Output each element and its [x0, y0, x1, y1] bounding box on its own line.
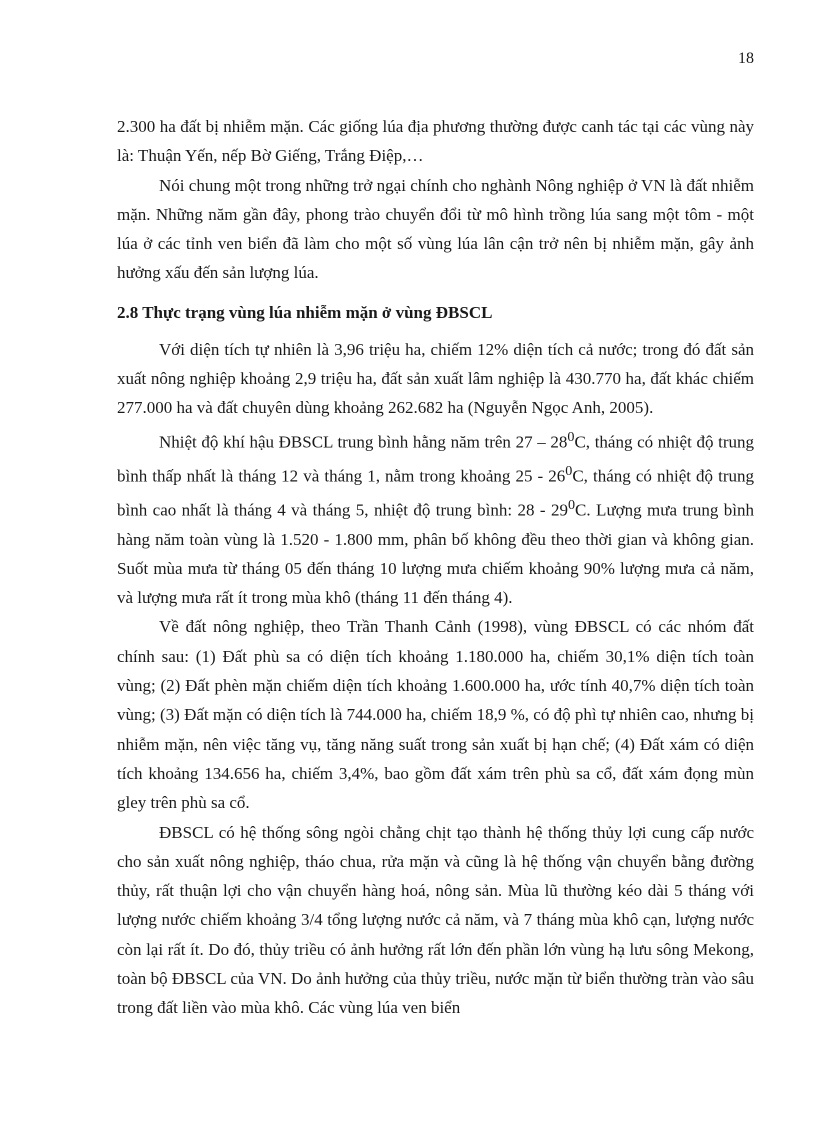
climate-text-4: C. Lượng mưa trung bình hàng năm toàn vùng là 1.520 - 1.800 mm, phân bố không đều theo thời gian và không gian. Suốt mùa mưa từ tháng 05 đến tháng 10 lượng mưa chiếm khoảng 90% lượng mưa cả năm, và lượng mưa rất ít trong mùa khô (tháng 11 đến tháng 4).: [117, 500, 754, 608]
paragraph-river-system: ĐBSCL có hệ thống sông ngòi chằng chịt tạo thành hệ thống thủy lợi cung cấp nước cho sản xuất nông nghiệp, tháo chua, rửa mặn và cũng là hệ thống vận chuyển bằng đường thủy, rất thuận lợi cho vận chuyển hàng hoá, nông sản. Mùa lũ thường kéo dài 5 tháng với lượng nước chiếm khoảng 3/4 tổng lượng nước cả năm, và 7 tháng mùa khô cạn, lượng nước còn lại rất ít. Do đó, thủy triều có ảnh hưởng rất lớn đến phần lớn vùng hạ lưu sông Mekong, toàn bộ ĐBSCL của VN. Do ảnh hưởng của thủy triều, nước mặn từ biển thường tràn vào sâu trong đất liền vào mùa khô. Các vùng lúa ven biển: [117, 822, 754, 1018]
paragraph-soil-groups: Về đất nông nghiệp, theo Trần Thanh Cảnh (1998), vùng ĐBSCL có các nhóm đất chính sau: (1) Đất phù sa có diện tích khoảng 1.180.000 ha, chiếm 30,1% diện tích toàn vùng; (2) Đất phèn mặn chiếm diện tích khoảng 1.600.000 ha, ước tính 40,7% diện tích toàn vùng; (3) Đất mặn có diện tích là 744.000 ha, chiếm 18,9 %, có độ phì tự nhiên cao, nhưng bị nhiễm mặn, nên việc tăng vụ, tăng năng suất trong sản xuất bị hạn chế; (4) Đất xám có diện tích khoảng 134.656 ha, chiếm 3,4%, bao gồm đất xám trên phù sa cổ, đất xám đọng mùn gley trên phù sa cổ.: [117, 617, 754, 813]
climate-text-2: C, tháng có nhiệt độ trung bình thấp nhất là tháng 12 và tháng 1, nằm trong khoảng 25 - 26: [117, 432, 754, 486]
climate-text-3: C, tháng có nhiệt độ trung bình cao nhất là tháng 4 và tháng 5, nhiệt độ trung bình: 28 - 29: [117, 466, 754, 520]
paragraph-land-area: Với diện tích tự nhiên là 3,96 triệu ha, chiếm 12% diện tích cả nước; trong đó đất sản xuất nông nghiệp khoảng 2,9 triệu ha, đất sản xuất lâm nghiệp là 430.770 ha, đất khác chiếm 277.000 ha và đất chuyên dùng khoảng 262.682 ha (Nguyễn Ngọc Anh, 2005).: [117, 339, 754, 418]
paragraph-continued: 2.300 ha đất bị nhiễm mặn. Các giống lúa địa phương thường được canh tác tại các vùng này là: Thuận Yến, nếp Bờ Giếng, Trắng Điệp,…: [117, 117, 754, 166]
page-number: 18: [738, 50, 754, 67]
climate-text-1: Nhiệt độ khí hậu ĐBSCL trung bình hằng năm trên 27 – 28: [159, 432, 568, 452]
degree-sup: 0: [565, 462, 573, 479]
paragraph-salinity-obstacle: Nói chung một trong những trở ngại chính cho nghành Nông nghiệp ở VN là đất nhiễm mặn. Những năm gần đây, phong trào chuyển đổi từ mô hình trồng lúa sang một tôm - một lúa ở các tỉnh ven biển đã làm cho một số vùng lúa lân cận trở nên bị nhiễm mặn, gây ảnh hưởng xấu đến sản lượng lúa.: [117, 175, 754, 283]
paragraph-climate: [117, 423, 754, 613]
document-body: [117, 112, 754, 1023]
section-heading: 2.8 Thực trạng vùng lúa nhiễm mặn ở vùng ĐBSCL: [117, 302, 493, 322]
degree-sup: 0: [567, 428, 575, 445]
degree-sup: 0: [567, 496, 576, 513]
